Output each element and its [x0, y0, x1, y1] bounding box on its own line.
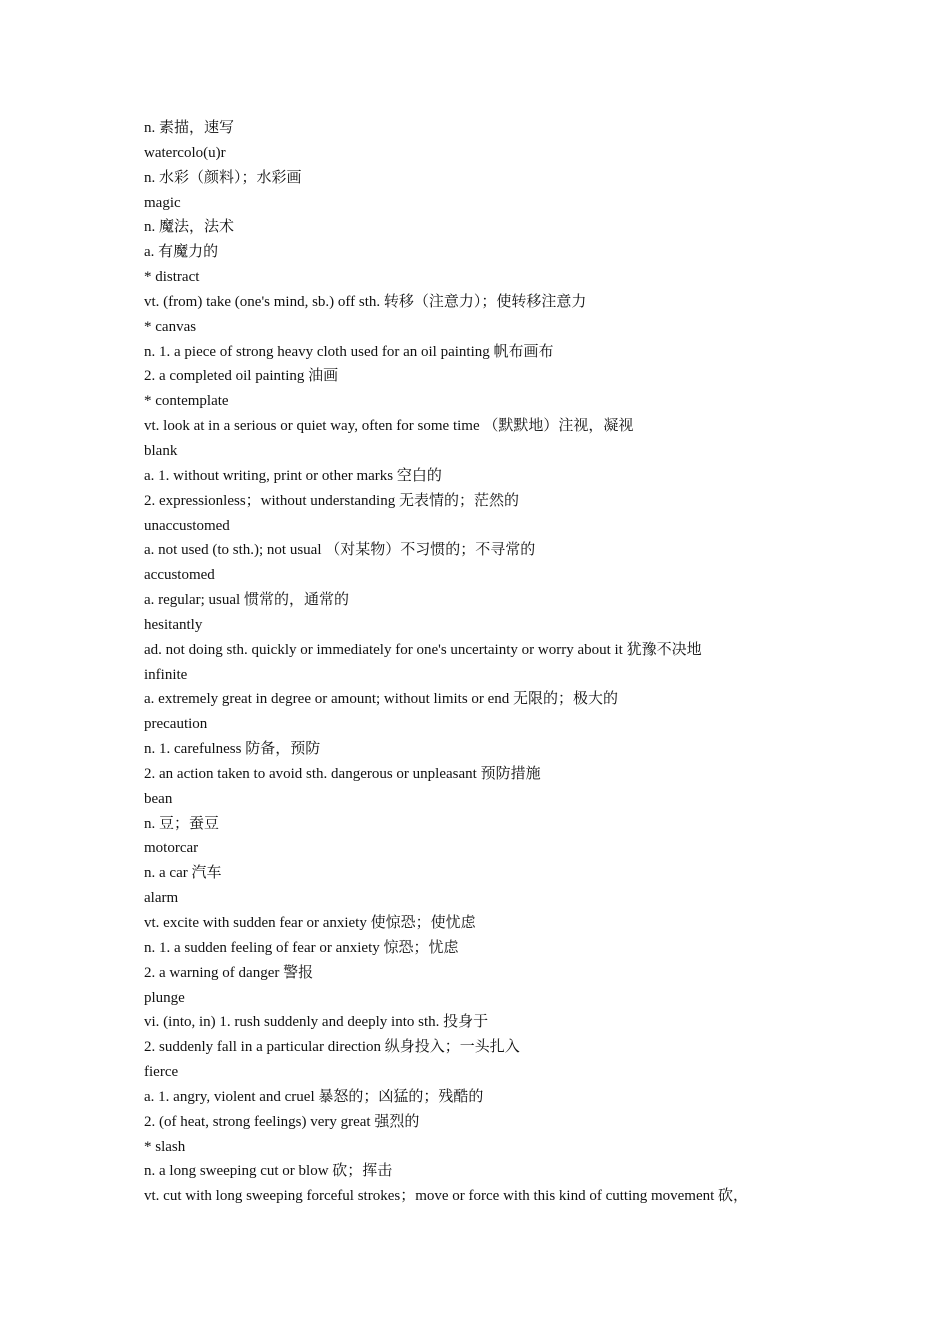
headword: * distract [144, 269, 200, 286]
text-line: a. 1. angry, violent and cruel 暴怒的；凶猛的；残酷的 [144, 1088, 484, 1105]
text-line: a. extremely great in degree or amount; without limits or end 无限的；极大的 [144, 691, 619, 708]
headword: magic [144, 194, 181, 211]
text-line: a. 1. without writing, print or other marks 空白的 [144, 467, 442, 484]
headword: hesitantly [144, 616, 203, 633]
headword: bean [144, 790, 173, 807]
text-line: 2. a completed oil painting 油画 [144, 368, 339, 385]
headword: fierce [144, 1064, 179, 1081]
text-line: vt. look at in a serious or quiet way, often for some time （默默地）注视，凝视 [144, 418, 634, 435]
text-line: n. 1. carefulness 防备，预防 [144, 741, 321, 758]
text-line: a. 有魔力的 [144, 244, 219, 261]
text-line: vt. cut with long sweeping forceful strokes；move or force with this kind of cutting movement 砍， [144, 1188, 749, 1205]
text-line: n. 素描，速写 [144, 120, 235, 136]
headword: motorcar [144, 840, 199, 857]
text-line: n. 豆；蚕豆 [144, 815, 220, 832]
headword: plunge [144, 989, 185, 1006]
headword: unaccustomed [144, 517, 230, 534]
headword: * canvas [144, 318, 197, 335]
text-line: 2. a warning of danger 警报 [144, 964, 314, 981]
text-line: 2. (of heat, strong feelings) very great 强烈的 [144, 1113, 420, 1130]
text-line: 2. expressionless；without understanding 无表情的；茫然的 [144, 492, 519, 509]
text-line: n. 1. a piece of strong heavy cloth used for an oil painting 帆布画布 [144, 343, 554, 360]
headword: watercolo(u)r [144, 144, 226, 161]
text-line: n. 1. a sudden feeling of fear or anxiety 惊恐；忧虑 [144, 939, 459, 956]
headword: * slash [144, 1138, 186, 1155]
vocabulary-list [144, 116, 844, 1209]
text-line: a. regular; usual 惯常的，通常的 [144, 592, 349, 609]
text-line: ad. not doing sth. quickly or immediately for one's uncertainty or worry about it 犹豫不决地 [144, 641, 702, 658]
headword: blank [144, 442, 178, 459]
text-line: 2. suddenly fall in a particular direction 纵身投入；一头扎入 [144, 1039, 520, 1056]
text-line: n. 魔法，法术 [144, 219, 235, 236]
headword: alarm [144, 890, 179, 907]
text-line: n. 水彩（颜料）；水彩画 [144, 169, 302, 186]
text-line: vt. (from) take (one's mind, sb.) off sth. 转移（注意力）；使转移注意力 [144, 293, 587, 310]
text-line: 2. an action taken to avoid sth. dangerous or unpleasant 预防措施 [144, 765, 541, 782]
headword: precaution [144, 716, 208, 733]
headword: * contemplate [144, 393, 229, 410]
text-line: vi. (into, in) 1. rush suddenly and deeply into sth. 投身于 [144, 1014, 489, 1031]
text-line: vt. excite with sudden fear or anxiety 使惊恐；使忧虑 [144, 915, 476, 931]
headword: accustomed [144, 567, 215, 584]
text-line: n. a long sweeping cut or blow 砍；挥击 [144, 1163, 393, 1180]
text-line: n. a car 汽车 [144, 865, 222, 882]
text-line: a. not used (to sth.); not usual （对某物）不习惯的；不寻常的 [144, 542, 536, 559]
headword: infinite [144, 666, 188, 683]
